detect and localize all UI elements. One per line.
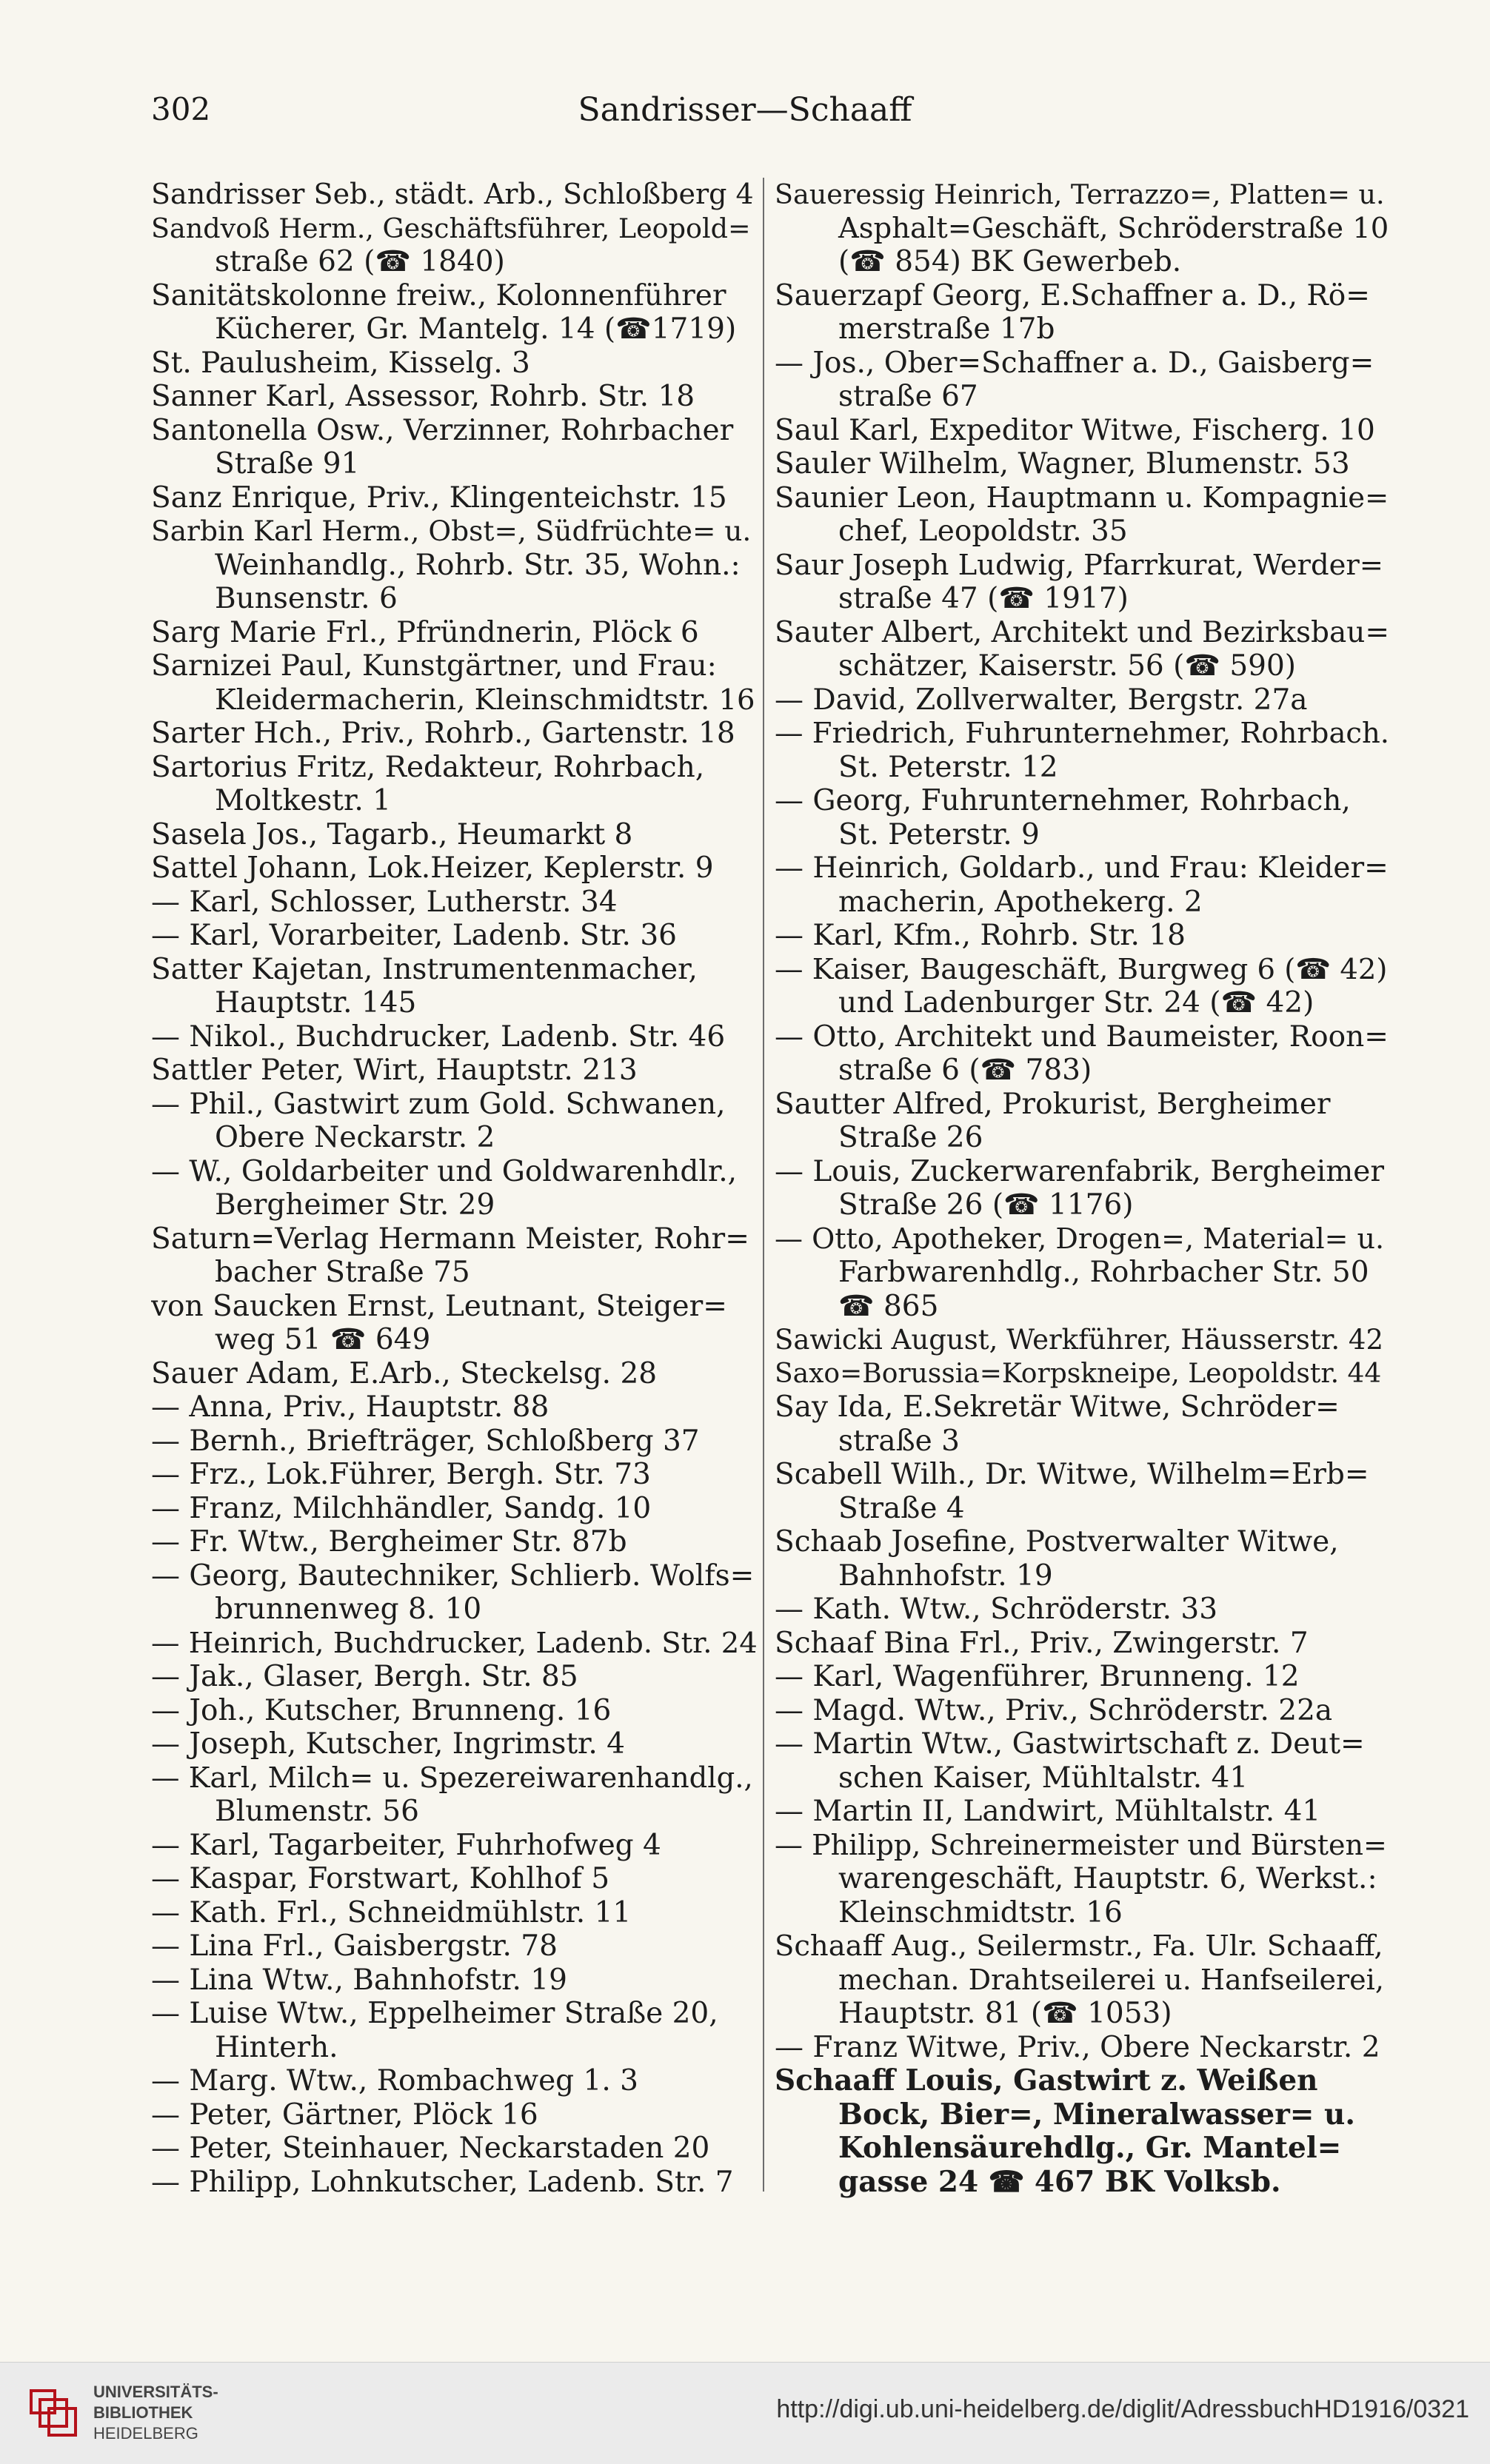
directory-entry-line: Sawicki August, Werkführer, Häusserstr. 42 — [775, 1324, 1383, 1356]
directory-entry-line: weg 51 ☎ 649 — [215, 1323, 431, 1356]
directory-entry-line: Sauer Adam, E.Arb., Steckelsg. 28 — [151, 1356, 658, 1390]
directory-entry-line: — Karl, Milch= u. Spezereiwarenhandlg., — [151, 1761, 753, 1795]
directory-entry-line: — Martin Wtw., Gastwirtschaft z. Deut= — [775, 1727, 1365, 1761]
directory-entry-line: Say Ida, E.Sekretär Witwe, Schröder= — [775, 1390, 1340, 1424]
directory-entry-line: Saur Joseph Ludwig, Pfarrkurat, Werder= — [775, 548, 1384, 582]
directory-entry-line: — Friedrich, Fuhrunternehmer, Rohrbach. — [775, 717, 1389, 750]
library-name-line2: BIBLIOTHEK — [93, 2403, 193, 2422]
directory-entry-line: — Joh., Kutscher, Brunneng. 16 — [151, 1693, 612, 1727]
directory-entry-line: chef, Leopoldstr. 35 — [838, 515, 1128, 548]
directory-entry-line: gasse 24 ☎ 467 BK Volksb. — [838, 2165, 1281, 2199]
directory-entry-line: — Phil., Gastwirt zum Gold. Schwanen, — [151, 1087, 726, 1121]
directory-entry-line: von Saucken Ernst, Leutnant, Steiger= — [151, 1289, 727, 1323]
directory-entry-line: Sartorius Fritz, Redakteur, Rohrbach, — [151, 750, 705, 784]
directory-entry-line: Sattler Peter, Wirt, Hauptstr. 213 — [151, 1054, 638, 1087]
directory-entry-line: Bahnhofstr. 19 — [838, 1559, 1053, 1593]
directory-entry-line: Saueressig Heinrich, Terrazzo=, Platten= u. — [775, 178, 1385, 210]
directory-entry-line: — Jos., Ober=Schaffner a. D., Gaisberg= — [775, 346, 1374, 380]
directory-entry-line: — Lina Wtw., Bahnhofstr. 19 — [151, 1963, 567, 1997]
directory-entry-line: und Ladenburger Str. 24 (☎ 42) — [838, 986, 1314, 1020]
directory-entry-line: straße 3 — [838, 1424, 960, 1458]
directory-entry-line: — Karl, Wagenführer, Brunneng. 12 — [775, 1660, 1300, 1693]
directory-entry-line: warengeschäft, Hauptstr. 6, Werkst.: — [838, 1862, 1377, 1895]
directory-entry-line: Straße 26 (☎ 1176) — [838, 1188, 1134, 1222]
directory-entry-line: Obere Neckarstr. 2 — [215, 1121, 495, 1154]
directory-entry-line: bacher Straße 75 — [215, 1256, 470, 1289]
directory-entry-line: Weinhandlg., Rohrb. Str. 35, Wohn.: — [215, 548, 741, 582]
directory-entry-line: — Otto, Architekt und Baumeister, Roon= — [775, 1020, 1389, 1054]
directory-entry-line: Sauler Wilhelm, Wagner, Blumenstr. 53 — [775, 447, 1350, 481]
directory-entry-line: Schaab Josefine, Postverwalter Witwe, — [775, 1525, 1339, 1559]
directory-entry-line: Santonella Osw., Verzinner, Rohrbacher — [151, 413, 734, 447]
directory-entry-line: — Karl, Kfm., Rohrb. Str. 18 — [775, 919, 1186, 952]
directory-entry-line: — Karl, Vorarbeiter, Ladenb. Str. 36 — [151, 919, 677, 952]
directory-entry-line: Kücherer, Gr. Mantelg. 14 (☎1719) — [215, 312, 737, 346]
directory-entry-line: Saturn=Verlag Hermann Meister, Rohr= — [151, 1222, 749, 1256]
directory-entry-line: — Lina Frl., Gaisbergstr. 78 — [151, 1929, 558, 1963]
directory-entry-line: Sarbin Karl Herm., Obst=, Südfrüchte= u. — [151, 515, 752, 547]
directory-entry-line: Satter Kajetan, Instrumentenmacher, — [151, 952, 698, 986]
directory-entry-line: Bunsenstr. 6 — [215, 582, 398, 615]
left-column — [151, 178, 758, 2199]
directory-entry-line: Kohlensäurehdlg., Gr. Mantel= — [838, 2132, 1342, 2165]
directory-entry-line: — Georg, Fuhrunternehmer, Rohrbach, — [775, 784, 1351, 817]
directory-entry-line: Hauptstr. 81 (☎ 1053) — [838, 1997, 1172, 2030]
directory-entry-line: Hauptstr. 145 — [215, 986, 417, 1020]
directory-entry-line: Farbwarenhdlg., Rohrbacher Str. 50 — [838, 1256, 1369, 1289]
directory-entry-line: Sautter Alfred, Prokurist, Bergheimer — [775, 1087, 1331, 1121]
directory-entry-line: — Karl, Schlosser, Lutherstr. 34 — [151, 885, 618, 919]
directory-entry-line: Kleinschmidtstr. 16 — [838, 1895, 1123, 1929]
directory-entry-line: Scabell Wilh., Dr. Witwe, Wilhelm=Erb= — [775, 1458, 1369, 1491]
directory-entry-line: Bergheimer Str. 29 — [215, 1188, 495, 1222]
directory-entry-line: Schaaff Aug., Seilermstr., Fa. Ulr. Schaaff, — [775, 1929, 1383, 1963]
directory-entry-line: Blumenstr. 56 — [215, 1795, 419, 1828]
directory-entry-line: Asphalt=Geschäft, Schröderstraße 10 — [838, 211, 1389, 245]
directory-entry-line: Straße 26 — [838, 1121, 983, 1154]
directory-entry-line: Saunier Leon, Hauptmann u. Kompagnie= — [775, 481, 1389, 515]
directory-entry-line: — David, Zollverwalter, Bergstr. 27a — [775, 683, 1308, 717]
directory-entry-line: Sauter Albert, Architekt und Bezirksbau= — [775, 615, 1389, 649]
directory-entry-line: — Heinrich, Goldarb., und Frau: Kleider= — [775, 851, 1389, 885]
directory-entry-line: Sanitätskolonne freiw., Kolonnenführer — [151, 278, 726, 312]
library-name-line3: HEIDELBERG — [93, 2424, 198, 2443]
directory-entry-line: mechan. Drahtseilerei u. Hanfseilerei, — [838, 1963, 1384, 1996]
directory-entry-line: Schaaf Bina Frl., Priv., Zwingerstr. 7 — [775, 1626, 1309, 1660]
directory-entry-line: Straße 4 — [838, 1491, 965, 1525]
directory-entry-line: — Kath. Frl., Schneidmühlstr. 11 — [151, 1895, 632, 1929]
directory-entry-line: — Philipp, Schreinermeister und Bürsten= — [775, 1828, 1387, 1861]
directory-entry-line: schätzer, Kaiserstr. 56 (☎ 590) — [838, 649, 1296, 683]
directory-entry-line: Sarnizei Paul, Kunstgärtner, und Frau: — [151, 649, 717, 683]
right-column — [775, 178, 1389, 2199]
directory-entry-line: Saul Karl, Expeditor Witwe, Fischerg. 10 — [775, 413, 1375, 447]
directory-entry-line: Hinterh. — [215, 2030, 338, 2064]
directory-entry-line: — Karl, Tagarbeiter, Fuhrhofweg 4 — [151, 1828, 661, 1862]
directory-entry-line: Sandvoß Herm., Geschäftsführer, Leopold= — [151, 212, 751, 244]
directory-entry-line: — Jak., Glaser, Bergh. Str. 85 — [151, 1660, 578, 1693]
directory-entry-line: Kleidermacherin, Kleinschmidtstr. 16 — [215, 683, 755, 717]
directory-entry-line: — Marg. Wtw., Rombachweg 1. 3 — [151, 2064, 638, 2098]
running-head: Sandrisser—Schaaff — [578, 91, 912, 129]
directory-entry-line: macherin, Apothekerg. 2 — [838, 885, 1203, 919]
library-logo-icon — [25, 2383, 84, 2443]
directory-entry-line: straße 67 — [838, 380, 978, 413]
directory-entry-line: — Anna, Priv., Hauptstr. 88 — [151, 1390, 549, 1424]
directory-entry-line: — Martin II, Landwirt, Mühltalstr. 41 — [775, 1795, 1321, 1828]
directory-entry-line: Sattel Johann, Lok.Heizer, Keplerstr. 9 — [151, 851, 714, 885]
directory-entry-line: brunnenweg 8. 10 — [215, 1593, 482, 1626]
directory-entry-line: Saxo=Borussia=Korpskneipe, Leopoldstr. 44 — [775, 1358, 1382, 1389]
viewer-footer — [0, 2362, 1490, 2464]
page-number: 302 — [151, 91, 211, 127]
directory-entry-line: (☎ 854) BK Gewerbeb. — [838, 245, 1182, 278]
library-name-line1: UNIVERSITÄTS- — [93, 2383, 218, 2401]
directory-entry-line: Sandrisser Seb., städt. Arb., Schloßberg 4 — [151, 178, 754, 210]
directory-entry-line: — Bernh., Briefträger, Schloßberg 37 — [151, 1424, 700, 1458]
directory-entry-line: Schaaff Louis, Gastwirt z. Weißen — [775, 2064, 1318, 2098]
directory-entry-line: Moltkestr. 1 — [215, 784, 391, 817]
permalink-url[interactable]: http://digi.ub.uni-heidelberg.de/diglit/AdressbuchHD1916/0321 — [776, 2395, 1469, 2423]
directory-entry-line: — Kath. Wtw., Schröderstr. 33 — [775, 1593, 1218, 1626]
directory-entry-line: — Kaiser, Baugeschäft, Burgweg 6 (☎ 42) — [775, 952, 1388, 986]
directory-entry-line: straße 47 (☎ 1917) — [838, 582, 1129, 615]
directory-entry-line: — W., Goldarbeiter und Goldwarenhdlr., — [151, 1154, 737, 1188]
directory-entry-line: — Franz Witwe, Priv., Obere Neckarstr. 2 — [775, 2030, 1380, 2064]
directory-entry-line: — Frz., Lok.Führer, Bergh. Str. 73 — [151, 1458, 651, 1491]
directory-entry-line: Sarg Marie Frl., Pfründnerin, Plöck 6 — [151, 615, 699, 649]
directory-entry-line: St. Peterstr. 12 — [838, 750, 1058, 784]
directory-entry-line: Sasela Jos., Tagarb., Heumarkt 8 — [151, 817, 633, 851]
directory-entry-line: — Franz, Milchhändler, Sandg. 10 — [151, 1491, 652, 1525]
directory-entry-line: St. Peterstr. 9 — [838, 817, 1040, 851]
directory-entry-line: St. Paulusheim, Kisselg. 3 — [151, 346, 530, 380]
directory-entry-line: — Heinrich, Buchdrucker, Ladenb. Str. 24 — [151, 1626, 758, 1660]
directory-entry-line: Sarter Hch., Priv., Rohrb., Gartenstr. 18 — [151, 717, 735, 750]
column-divider — [763, 178, 764, 2192]
directory-entry-line: — Otto, Apotheker, Drogen=, Material= u. — [775, 1222, 1385, 1255]
directory-entry-line: — Philipp, Lohnkutscher, Ladenb. Str. 7 — [151, 2165, 734, 2199]
directory-entry-line: — Luise Wtw., Eppelheimer Straße 20, — [151, 1997, 718, 2030]
directory-entry-line: — Magd. Wtw., Priv., Schröderstr. 22a — [775, 1693, 1333, 1727]
directory-entry-line: — Peter, Gärtner, Plöck 16 — [151, 2098, 538, 2132]
directory-entry-line: — Nikol., Buchdrucker, Ladenb. Str. 46 — [151, 1020, 726, 1054]
directory-entry-line: Straße 91 — [215, 447, 360, 481]
directory-entry-line: ☎ 865 — [838, 1289, 939, 1323]
directory-entry-line: — Georg, Bautechniker, Schlierb. Wolfs= — [151, 1559, 755, 1593]
directory-entry-line: — Peter, Steinhauer, Neckarstaden 20 — [151, 2132, 710, 2165]
directory-entry-line: straße 62 (☎ 1840) — [215, 245, 505, 278]
directory-entry-line: merstraße 17b — [838, 312, 1055, 346]
directory-entry-line: schen Kaiser, Mühltalstr. 41 — [838, 1761, 1249, 1795]
directory-entry-line: Sauerzapf Georg, E.Schaffner a. D., Rö= — [775, 278, 1370, 312]
directory-entry-line: — Joseph, Kutscher, Ingrimstr. 4 — [151, 1727, 625, 1761]
directory-entry-line: Sanz Enrique, Priv., Klingenteichstr. 15 — [151, 481, 727, 515]
directory-entry-line: — Kaspar, Forstwart, Kohlhof 5 — [151, 1862, 610, 1895]
directory-entry-line: Sanner Karl, Assessor, Rohrb. Str. 18 — [151, 380, 695, 413]
directory-entry-line: Bock, Bier=, Mineralwasser= u. — [838, 2098, 1355, 2132]
directory-entry-line: straße 6 (☎ 783) — [838, 1054, 1092, 1087]
library-name — [93, 2382, 218, 2444]
directory-entry-line: — Fr. Wtw., Bergheimer Str. 87b — [151, 1525, 627, 1559]
directory-entry-line: — Louis, Zuckerwarenfabrik, Bergheimer — [775, 1154, 1384, 1188]
